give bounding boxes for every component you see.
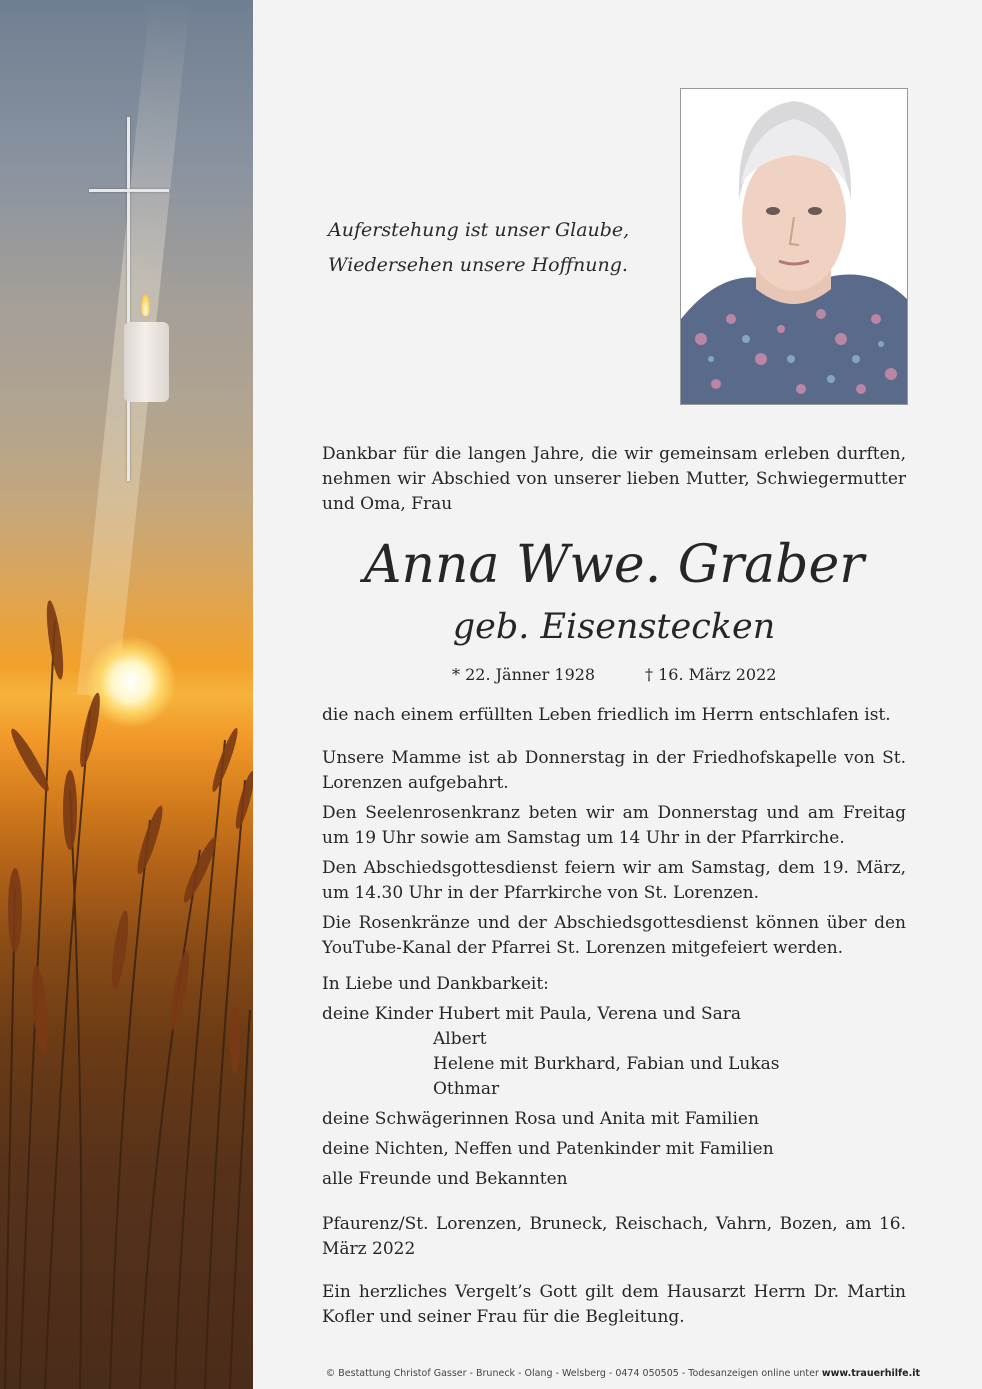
footer-text: © Bestattung Christof Gasser - Bruneck - Olang - Welsberg - 0474 050505 - Todesanzeigen online unter (325, 1368, 819, 1379)
mourner-line: deine Schwägerinnen Rosa und Anita mit Familien (322, 1109, 759, 1129)
deceased-name: Anna Wwe. Graber (363, 535, 865, 595)
quote-line: Wiedersehen unsere Hoffnung. (328, 254, 628, 276)
mourner-line: Othmar (433, 1079, 500, 1099)
mourner-line: Helene mit Burkhard, Fabian und Lukas (433, 1054, 780, 1074)
birth-date: * 22. Jänner 1928 (452, 665, 596, 684)
wheat-silhouette-image (0, 590, 253, 1389)
mourner-line: deine Nichten, Neffen und Patenkinder mit Familien (322, 1139, 774, 1159)
footer-link[interactable]: www.trauerhilfe.it (821, 1368, 920, 1379)
portrait-illustration (681, 89, 907, 404)
quote-line: Auferstehung ist unser Glaube, (328, 219, 630, 241)
place-date: Pfaurenz/St. Lorenzen, Bruneck, Reischach, Vahrn, Bozen, am 16. März 2022 (322, 1214, 906, 1259)
thanks-text: Ein herzliches Vergelt’s Gott gilt dem Hausarzt Herrn Dr. Martin Kofler und seiner Frau für die Begleitung. (322, 1282, 906, 1327)
flame-icon (141, 294, 150, 316)
maiden-name: geb. Eisenstecken (452, 607, 776, 647)
footer (0, 1368, 920, 1379)
info-paragraph: Unsere Mamme ist ab Donnerstag in der Friedhofskapelle von St. Lorenzen aufgebahrt. (322, 748, 906, 793)
info-paragraph: Den Abschiedsgottesdienst feiern wir am Samstag, dem 19. März, um 14.30 Uhr in der Pfarrkirche von St. Lorenzen. (322, 858, 906, 903)
mourners-heading: In Liebe und Dankbarkeit: (322, 974, 549, 994)
cross-bar (89, 189, 169, 192)
decorative-sunset-panel (0, 0, 253, 1389)
passing-text: die nach einem erfüllten Leben friedlich im Herrn entschlafen ist. (322, 705, 891, 725)
candle-icon (124, 322, 169, 402)
mourner-line: Albert (433, 1029, 487, 1049)
mourner-line: alle Freunde und Bekannten (322, 1169, 568, 1189)
portrait-photo (680, 88, 908, 405)
info-paragraph: Den Seelenrosenkranz beten wir am Donnerstag und am Freitag um 19 Uhr sowie am Samstag um 14 Uhr in der Pfarrkirche. (322, 803, 906, 848)
mourner-line: deine Kinder Hubert mit Paula, Verena und Sara (322, 1004, 742, 1024)
cross-icon (127, 117, 130, 481)
intro-text: Dankbar für die langen Jahre, die wir gemeinsam erleben durften, nehmen wir Abschied von unserer lieben Mutter, Schwiegermutter und Oma, Frau (322, 444, 906, 514)
memorial-quote (328, 213, 648, 283)
death-date: † 16. März 2022 (645, 665, 777, 684)
info-paragraph: Die Rosenkränze und der Abschiedsgottesdienst können über den YouTube-Kanal der Pfarrei St. Lorenzen mitgefeiert werden. (322, 913, 906, 958)
